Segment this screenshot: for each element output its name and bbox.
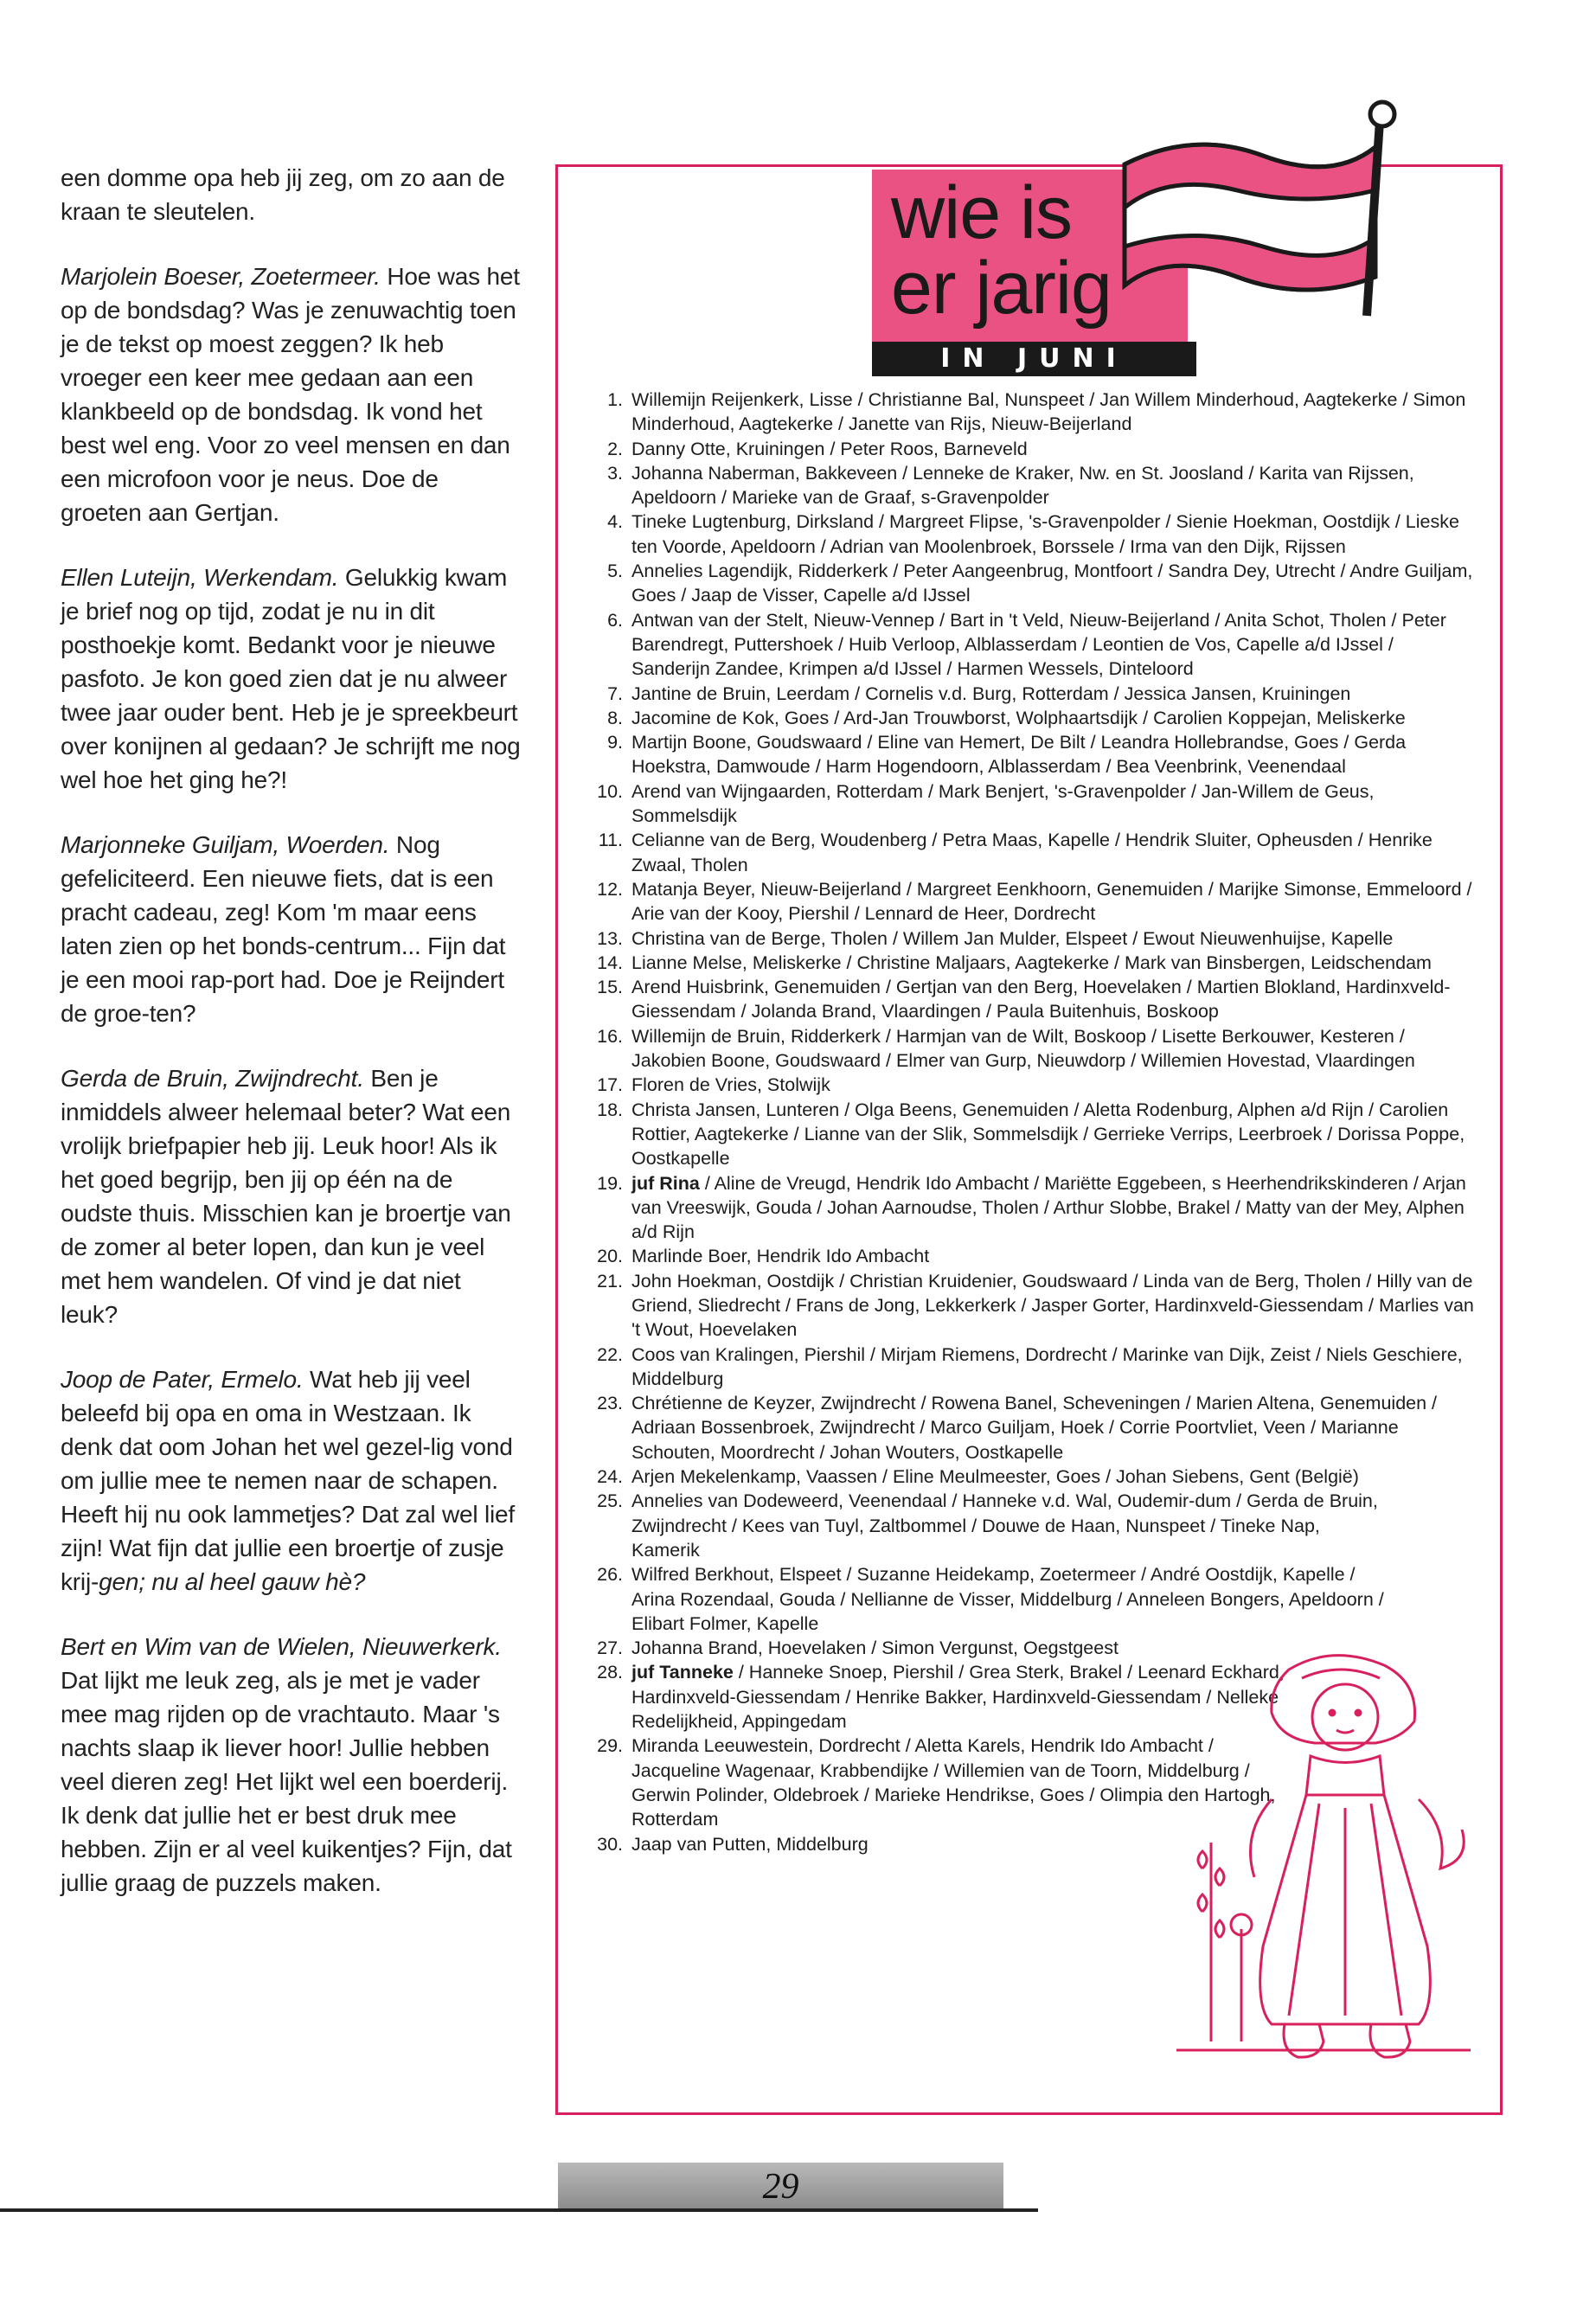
letter-name: Bert en Wim van de Wielen, Nieuwerkerk. bbox=[61, 1633, 502, 1660]
letter-paragraph: een domme opa heb jij zeg, om zo aan de kraan te sleutelen. bbox=[61, 164, 505, 225]
list-item: 26. Wilfred Berkhout, Elspeet / Suzanne Heidekamp, Zoetermeer / André Oostdijk, Kapelle / Arina Rozendaal, Gouda / Nellianne de Visser, Middelburg / Anneleen Bongers, Apeldoorn / Elibart Folmer, Kapelle bbox=[597, 1564, 1384, 1634]
list-item: 13. Christina van de Berge, Tholen / Willem Jan Mulder, Elspeet / Ewout Nieuwenhuijse, Kapelle bbox=[597, 927, 1394, 949]
list-item: 12. Matanja Beyer, Nieuw-Beijerland / Margreet Eenkhoorn, Genemuiden / Marijke Simonse, Emmeloord / Arie van der Kooy, Piershil / Lennard de Heer, Dordrecht bbox=[597, 878, 1472, 925]
page-number: 29 bbox=[762, 2167, 799, 2207]
list-item: 23. Chrétienne de Keyzer, Zwijndrecht / Rowena Banel, Scheveningen / Marien Altena, Genemuiden / Adriaan Bossenbroek, Zwijndrecht / Marco Guiljam, Hoek / Corrie Poortvliet, Veen / Marianne Schouten, Moordrecht / Johan Wouters, Oostkapelle bbox=[597, 1393, 1438, 1463]
bottom-rule bbox=[0, 2208, 1038, 2212]
list-item: 1. Willemijn Reijenkerk, Lisse / Christianne Bal, Nunspeet / Jan Willem Minderhoud, Aagtekerke / Simon Minderhoud, Aagtekerke / Janette van Rijs, Nieuw-Beijerland bbox=[607, 389, 1466, 435]
letter-paragraph: Marjolein Boeser, Zoetermeer. Hoe was het op de bondsdag? Was je zenuwachtig toen je de tekst op moest zeggen? Ik heb vroeger een keer mee gedaan aan een klankbeeld op de bondsdag. Ik vond het best wel eng. Voor zo veel mensen en dan een microfoon voor je neus. Doe de groeten aan Gertjan. bbox=[61, 263, 520, 526]
list-item: 18. Christa Jansen, Lunteren / Olga Beens, Genemuiden / Aletta Rodenburg, Alphen a/d Rijn / Carolien Rottier, Aagtekerke / Lianne van der Slik, Sommelsdijk / Gerrieke Verrips, Leerbroek / Dorissa Poppe, Oostkapelle bbox=[597, 1099, 1465, 1170]
list-item: 27. Johanna Brand, Hoevelaken / Simon Vergunst, Oegstgeest bbox=[597, 1638, 1118, 1659]
month-label: IN JUNI bbox=[872, 342, 1196, 376]
title-line-2: er jarig bbox=[891, 247, 1112, 330]
letter-paragraph: Marjonneke Guiljam, Woerden. Nog gefeliciteerd. Een nieuwe fiets, dat is een pracht cadeau, zeg! Kom 'm maar eens laten zien op het bonds-centrum... Fijn dat je een mooi rap-port had. Doe je Reijndert de groe-ten? bbox=[61, 831, 506, 1027]
list-item: 10. Arend van Wijngaarden, Rotterdam / Mark Benjert, 's-Gravenpolder / Jan-Willem de Geus, Sommelsdijk bbox=[597, 780, 1375, 827]
list-item: 19. juf Rina / Aline de Vreugd, Hendrik Ido Ambacht / Mariëtte Eggebeen, s Heerhendrikskinderen / Arjan van Vreeswijk, Gouda / Johan Aarnoudse, Tholen / Arthur Slobbe, Brakel / Matty van der Mey, Alphen a/d Rijn bbox=[597, 1172, 1466, 1243]
letter-name: Gerda de Bruin, Zwijndrecht. bbox=[61, 1065, 364, 1092]
list-item: 17. Floren de Vries, Stolwijk bbox=[597, 1074, 830, 1096]
dutch-girl-illustration-icon bbox=[1159, 1644, 1497, 2102]
list-item: 20. Marlinde Boer, Hendrik Ido Ambacht bbox=[597, 1246, 930, 1267]
list-item: 25. Annelies van Dodeweerd, Veenendaal / Hanneke v.d. Wal, Oudemir-dum / Gerda de Bruin, Zwijndrecht / Kees van Tuyl, Zaltbommel / Douwe de Haan, Nunspeet / Tineke Nap, Kamerik bbox=[597, 1490, 1378, 1561]
list-item: 2. Danny Otte, Kruiningen / Peter Roos, Barneveld bbox=[607, 438, 1028, 459]
letter-name: Marjolein Boeser, Zoetermeer. bbox=[61, 263, 381, 290]
list-item: 9. Martijn Boone, Goudswaard / Eline van Hemert, De Bilt / Leandra Hollebrandse, Goes / Gerda Hoekstra, Damwoude / Harm Hogendoorn, Alblasserdam / Bea Veenbrink, Veenendaal bbox=[607, 732, 1407, 778]
list-item: 24. Arjen Mekelenkamp, Vaassen / Eline Meulmeester, Goes / Johan Siebens, Gent (België) bbox=[597, 1466, 1359, 1488]
list-item: 7. Jantine de Bruin, Leerdam / Cornelis v.d. Burg, Rotterdam / Jessica Jansen, Kruiningen bbox=[607, 683, 1351, 704]
list-item: 11. Celianne van de Berg, Woudenberg / Petra Maas, Kapelle / Hendrik Sluiter, Opheusden / Henrike Zwaal, Tholen bbox=[598, 830, 1433, 875]
letter-name: Ellen Luteijn, Werkendam. bbox=[61, 564, 339, 591]
list-item: 3. Johanna Naberman, Bakkeveen / Lenneke de Kraker, Nw. en St. Joosland / Karita van Rijssen, Apeldoorn / Marieke van de Graaf, s-Gravenpolder bbox=[607, 462, 1414, 509]
list-item: 8. Jacomine de Kok, Goes / Ard-Jan Trouwborst, Wolphaartsdijk / Carolien Koppejan, Meliskerke bbox=[607, 707, 1406, 728]
list-item: 4. Tineke Lugtenburg, Dirksland / Margreet Flipse, 's-Gravenpolder / Sienie Hoekman, Oostdijk / Lieske ten Voorde, Apeldoorn / Adrian van Moolenbroek, Borssele / Irma van den Dijk, Rijssen bbox=[607, 511, 1459, 557]
letter-paragraph: Ellen Luteijn, Werkendam. Gelukkig kwam je brief nog op tijd, zodat je nu in dit posthoekje komt. Bedankt voor je nieuwe pasfoto. Je kon goed zien dat je nu alweer twee jaar ouder bent. Heb je je spreekbeurt over konijnen al gedaan? Je schrijft me nog wel hoe het ging he?! bbox=[61, 564, 521, 793]
list-item: 14. Lianne Melse, Meliskerke / Christine Maljaars, Aagtekerke / Mark van Binsbergen, Leidschendam bbox=[597, 952, 1432, 973]
list-item: 6. Antwan van der Stelt, Nieuw-Vennep / Bart in 't Veld, Nieuw-Beijerland / Anita Schot, Tholen / Peter Barendregt, Puttershoek / Huib Verloop, Alblasserdam / Leontien de Vos, Capelle a/d IJssel / Sanderijn Zandee, Krimpen a/d IJssel / Harmen Wessels, Dinteloord bbox=[607, 609, 1446, 680]
list-item: 15. Arend Huisbrink, Genemuiden / Gertjan van den Berg, Hoevelaken / Martien Blokland, Hardinxveld-Giessendam / Jolanda Brand, Vlaardingen / Paula Buitenhuis, Boskoop bbox=[597, 977, 1451, 1022]
letters-column bbox=[61, 161, 523, 1931]
list-item: 16. Willemijn de Bruin, Ridderkerk / Harmjan van de Wilt, Boskoop / Lisette Berkouwer, Kesteren / Jakobien Boone, Goudswaard / Elmer van Gurp, Nieuwdorp / Willemien Hovestad, Vlaardingen bbox=[597, 1025, 1415, 1072]
list-item: 5. Annelies Lagendijk, Ridderkerk / Peter Aangeenbrug, Montfoort / Sandra Dey, Utrecht / Andre Guiljam, Goes / Jaap de Visser, Capelle a/d IJssel bbox=[607, 561, 1473, 606]
flag-icon bbox=[1090, 95, 1479, 320]
list-item: 30. Jaap van Putten, Middelburg bbox=[597, 1833, 869, 1855]
letter-paragraph: Bert en Wim van de Wielen, Nieuwerkerk. Dat lijkt me leuk zeg, als je met je vader mee mag rijden op de vrachtauto. Maar 's nachts slaap ik liever hoor! Jullie hebben veel dieren zeg! Het lijkt wel een boerderij. Ik denk dat jullie het er best druk mee hebben. Zijn er al veel kuikentjes? Fijn, dat jullie graag de puzzels maken. bbox=[61, 1633, 512, 1896]
list-item: 21. John Hoekman, Oostdijk / Christian Kruidenier, Goudswaard / Linda van de Berg, Tholen / Hilly van de Griend, Sliedrecht / Frans de Jong, Lekkerkerk / Jasper Gorter, Hardinxveld-Giessendam / Marlies van 't Wout, Hoevelaken bbox=[597, 1270, 1474, 1341]
title-line-1: wie is bbox=[891, 171, 1073, 254]
letter-name: Marjonneke Guiljam, Woerden. bbox=[61, 831, 390, 858]
birthday-list bbox=[588, 388, 1475, 1856]
list-item: 28. juf Tanneke / Hanneke Snoep, Piershil / Grea Sterk, Brakel / Leenard Eckhard, Hardinxveld-Giessendam / Henrike Bakker, Hardinxveld-Giessendam / Nelleke Redelijkheid, Appingedam bbox=[597, 1662, 1285, 1733]
list-item: 29. Miranda Leeuwestein, Dordrecht / Aletta Karels, Hendrik Ido Ambacht / Jacqueline Wagenaar, Krabbendijke / Willemien van de Toorn, Middelburg / Gerwin Polinder, Oldebroek / Marieke Hendrikse, Goes / Olimpia den Hartogh, Rotterdam bbox=[597, 1735, 1276, 1830]
letter-paragraph: Joop de Pater, Ermelo. Wat heb jij veel beleefd bij opa en oma in Westzaan. Ik denk dat oom Johan het wel gezel-lig vond om jullie mee te nemen naar de schapen. Heeft hij nu ook lammetjes? Dat zal wel lief zijn! Wat fijn dat jullie een broertje of zusje krij-gen; nu al heel gauw hè? bbox=[61, 1366, 515, 1595]
letter-paragraph: Gerda de Bruin, Zwijndrecht. Ben je inmiddels alweer helemaal beter? Wat een vrolijk briefpapier heb jij. Leuk hoor! Als ik het goed begrijp, ben jij op één na de oudste thuis. Misschien kan je broertje van de zomer al beter lopen, dan kun je veel met hem wandelen. Of vind je dat niet leuk? bbox=[61, 1065, 511, 1328]
list-item: 22. Coos van Kralingen, Piershil / Mirjam Riemens, Dordrecht / Marinke van Dijk, Zeist / Niels Geschiere, Middelburg bbox=[597, 1343, 1463, 1389]
letter-name: Joop de Pater, Ermelo. bbox=[61, 1366, 304, 1393]
